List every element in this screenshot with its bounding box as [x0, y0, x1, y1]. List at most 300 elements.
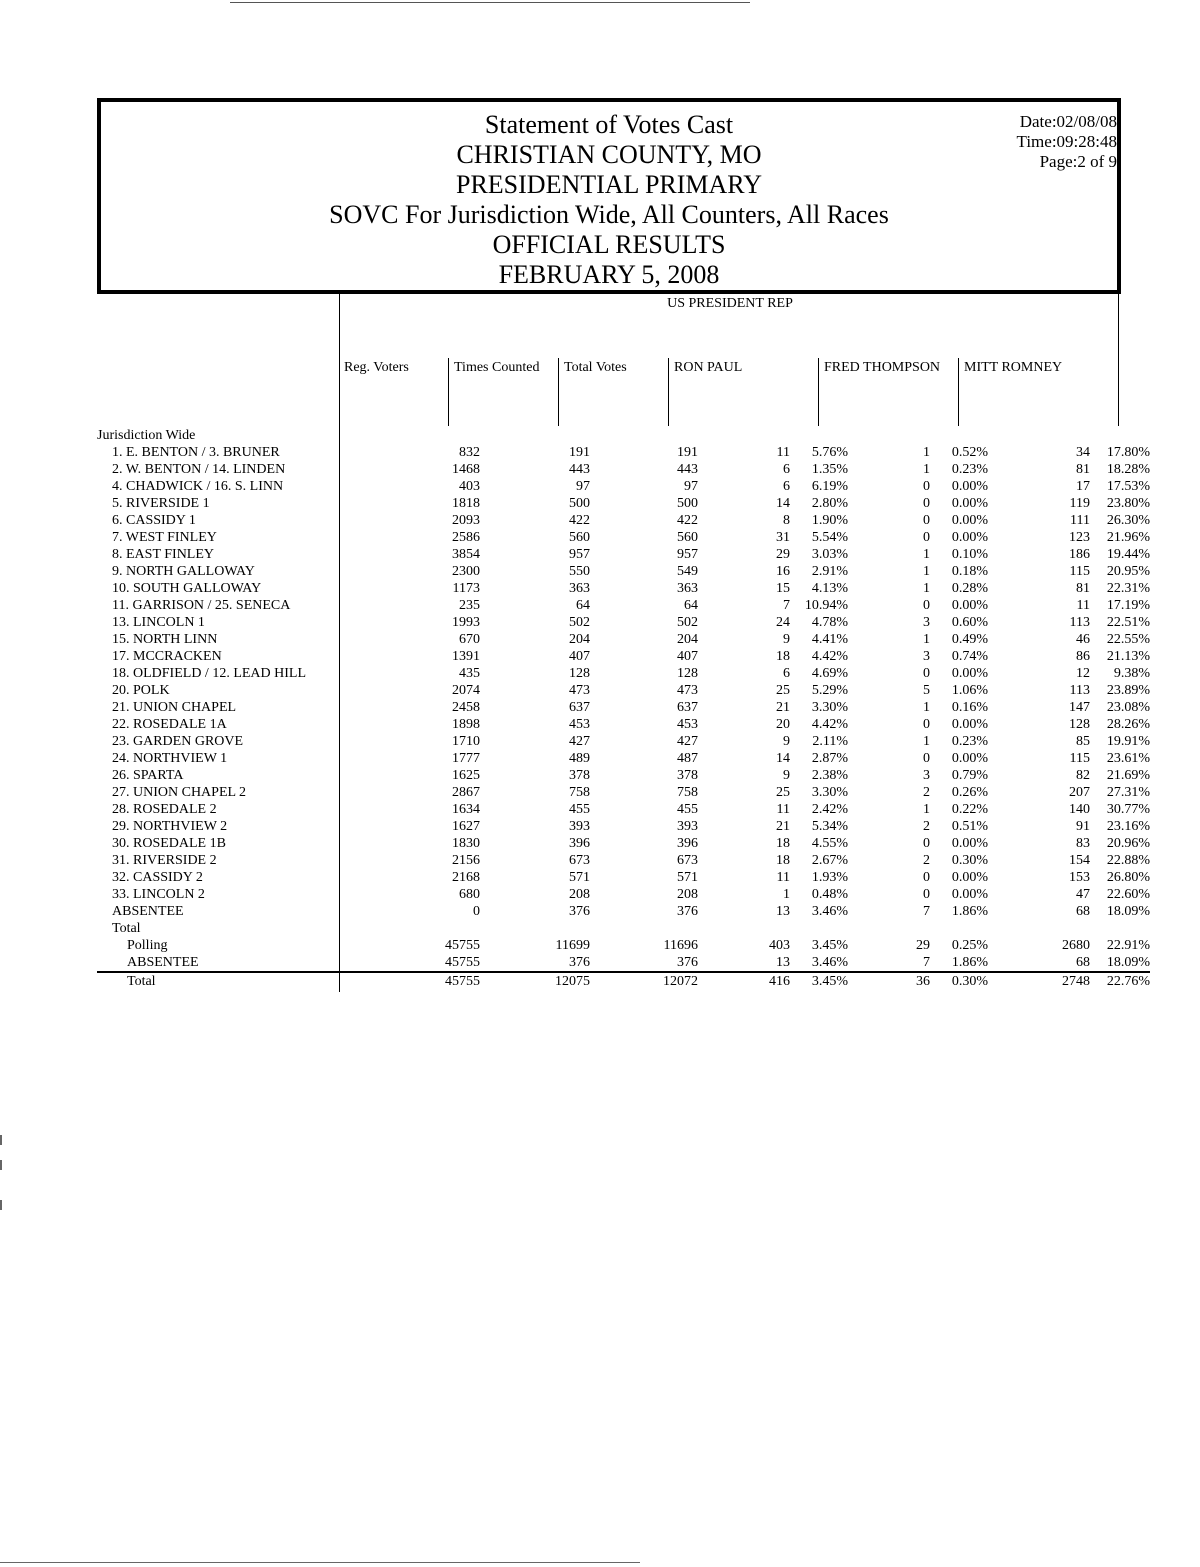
- cell-tv: 473: [677, 683, 698, 698]
- cell-tv: 487: [677, 751, 698, 766]
- cell-tc: 455: [569, 802, 590, 817]
- cell-mr: 153: [1069, 870, 1090, 885]
- cell-rpp: 2.87%: [811, 751, 848, 766]
- cell-ftp: 0.28%: [951, 581, 988, 596]
- precinct-name: 18. OLDFIELD / 12. LEAD HILL: [112, 666, 307, 681]
- table-row: [97, 699, 1150, 716]
- precinct-name: 26. SPARTA: [112, 768, 184, 783]
- precinct-name: 2. W. BENTON / 14. LINDEN: [112, 462, 286, 477]
- cell-tc: 550: [569, 564, 590, 579]
- cell-reg: 2074: [452, 683, 480, 698]
- cell-mrp: 19.44%: [1106, 547, 1150, 562]
- cell-mr: 207: [1069, 785, 1090, 800]
- cell-mr: 34: [1076, 445, 1090, 460]
- table-row: [97, 750, 1150, 767]
- cell-ftp: 0.22%: [951, 802, 988, 817]
- cell-tv: 453: [677, 717, 698, 732]
- cell-tv: 204: [677, 632, 698, 647]
- cell-tv: 637: [677, 700, 698, 715]
- cell-mrp: 30.77%: [1106, 802, 1150, 817]
- cell-rpp: 2.38%: [811, 768, 848, 783]
- cell-tv: 128: [677, 666, 698, 681]
- title-line: OFFICIAL RESULTS: [492, 230, 726, 259]
- cell-rpp: 10.94%: [804, 598, 848, 613]
- precinct-name: 29. NORTHVIEW 2: [112, 819, 228, 834]
- precinct-name: Polling: [127, 938, 168, 953]
- cell-reg: 1818: [452, 496, 480, 511]
- cell-tv: 673: [677, 853, 698, 868]
- cell-mr: 17: [1076, 479, 1090, 494]
- cell-mr: 147: [1069, 700, 1090, 715]
- scan-edge-mark: [0, 1135, 2, 1145]
- cell-ft: 0: [923, 496, 930, 511]
- cell-ft: 5: [923, 683, 930, 698]
- cell-rp: 18: [776, 836, 790, 851]
- cell-rpp: 4.13%: [811, 581, 848, 596]
- cell-mrp: 23.61%: [1106, 751, 1150, 766]
- cell-ftp: 0.60%: [951, 615, 988, 630]
- cell-mrp: 21.69%: [1106, 768, 1150, 783]
- cell-reg: 1898: [452, 717, 480, 732]
- cell-reg: 2586: [452, 530, 480, 545]
- cell-tc: 12075: [555, 974, 590, 989]
- table-row: [97, 682, 1150, 699]
- precinct-name: 22. ROSEDALE 1A: [112, 717, 227, 732]
- table-row: [97, 563, 1150, 580]
- cell-mr: 2748: [1062, 974, 1090, 989]
- precinct-name: 11. GARRISON / 25. SENECA: [112, 598, 291, 613]
- cell-mr: 140: [1069, 802, 1090, 817]
- cell-ft: 1: [923, 581, 930, 596]
- scan-edge-mark: [0, 1160, 2, 1170]
- cell-tv: 378: [677, 768, 698, 783]
- cell-ftp: 0.30%: [951, 974, 988, 989]
- cell-tc: 502: [569, 615, 590, 630]
- report-header: [97, 98, 1121, 294]
- cell-rpp: 3.30%: [811, 700, 848, 715]
- precinct-name: 15. NORTH LINN: [112, 632, 218, 647]
- cell-ftp: 0.00%: [951, 751, 988, 766]
- column-divider: [668, 358, 669, 426]
- cell-tc: 637: [569, 700, 590, 715]
- table-row: [97, 665, 1150, 682]
- report-time: Time:09:28:48: [1016, 132, 1117, 151]
- cell-rp: 29: [776, 547, 790, 562]
- column-header-fred-thompson: FRED THOMPSON: [824, 360, 941, 375]
- cell-mrp: 20.96%: [1106, 836, 1150, 851]
- cell-mr: 111: [1070, 513, 1090, 528]
- cell-mr: 91: [1076, 819, 1090, 834]
- total-label: Total: [112, 921, 141, 936]
- cell-tc: 453: [569, 717, 590, 732]
- cell-ftp: 0.18%: [951, 564, 988, 579]
- cell-rpp: 3.45%: [811, 974, 848, 989]
- cell-ftp: 0.49%: [951, 632, 988, 647]
- cell-ftp: 0.10%: [951, 547, 988, 562]
- cell-mrp: 26.80%: [1106, 870, 1150, 885]
- cell-mr: 119: [1069, 496, 1090, 511]
- cell-rpp: 2.11%: [812, 734, 848, 749]
- precinct-name: 23. GARDEN GROVE: [112, 734, 244, 749]
- cell-mr: 86: [1076, 649, 1090, 664]
- cell-ft: 1: [923, 632, 930, 647]
- cell-ft: 1: [923, 547, 930, 562]
- cell-tc: 128: [569, 666, 590, 681]
- cell-rpp: 2.91%: [811, 564, 848, 579]
- cell-mr: 85: [1076, 734, 1090, 749]
- table-row: [97, 818, 1150, 835]
- cell-rpp: 5.34%: [811, 819, 848, 834]
- cell-rp: 9: [783, 768, 790, 783]
- cell-ftp: 1.86%: [951, 904, 988, 919]
- cell-ftp: 0.00%: [951, 513, 988, 528]
- cell-rpp: 4.78%: [811, 615, 848, 630]
- cell-ftp: 0.00%: [951, 530, 988, 545]
- cell-rp: 24: [776, 615, 790, 630]
- cell-mr: 154: [1069, 853, 1090, 868]
- cell-ft: 1: [923, 700, 930, 715]
- cell-tv: 500: [677, 496, 698, 511]
- cell-rp: 20: [776, 717, 790, 732]
- cell-tc: 489: [569, 751, 590, 766]
- cell-rp: 9: [783, 734, 790, 749]
- cell-ft: 0: [923, 666, 930, 681]
- cell-ftp: 0.00%: [951, 836, 988, 851]
- precinct-name: 17. MCCRACKEN: [112, 649, 222, 664]
- cell-ft: 0: [923, 598, 930, 613]
- cell-ft: 7: [848, 954, 930, 972]
- cell-mrp: 27.31%: [1106, 785, 1150, 800]
- cell-rp: 31: [776, 530, 790, 545]
- cell-rpp: 3.46%: [811, 904, 848, 919]
- cell-ftp: 0.30%: [951, 853, 988, 868]
- cell-tc: 427: [569, 734, 590, 749]
- cell-reg: 1830: [452, 836, 480, 851]
- cell-ft: 0: [923, 513, 930, 528]
- cell-rpp: 4.55%: [811, 836, 848, 851]
- cell-mr: 68: [988, 954, 1090, 972]
- cell-tv: 549: [677, 564, 698, 579]
- table-row: [97, 614, 1150, 631]
- cell-rp: 8: [783, 513, 790, 528]
- cell-rp: 18: [776, 649, 790, 664]
- cell-rp: 9: [783, 632, 790, 647]
- cell-reg: 1391: [452, 649, 480, 664]
- cell-rp: 14: [776, 496, 790, 511]
- cell-reg: 1627: [452, 819, 480, 834]
- precinct-name: 8. EAST FINLEY: [112, 547, 215, 562]
- cell-tv: 427: [677, 734, 698, 749]
- precinct-name: 32. CASSIDY 2: [112, 870, 203, 885]
- cell-reg: 1993: [452, 615, 480, 630]
- column-divider: [448, 358, 449, 426]
- cell-tc: 11699: [555, 938, 590, 953]
- cell-ft: 3: [923, 615, 930, 630]
- report-title: [101, 110, 1117, 290]
- cell-tv: 97: [684, 479, 698, 494]
- cell-ft: 0: [923, 751, 930, 766]
- table-row: [97, 903, 1150, 920]
- cell-tc: 443: [569, 462, 590, 477]
- cell-tc: 191: [569, 445, 590, 460]
- cell-tv: 502: [677, 615, 698, 630]
- cell-mr: 12: [1076, 666, 1090, 681]
- cell-rpp: 5.54%: [811, 530, 848, 545]
- column-header-total-votes: Total Votes: [564, 360, 627, 375]
- cell-mrp: 22.91%: [1106, 938, 1150, 953]
- cell-tv: 376: [590, 954, 698, 972]
- cell-rpp: 6.19%: [811, 479, 848, 494]
- cell-ft: 0: [923, 887, 930, 902]
- cell-ft: 0: [923, 870, 930, 885]
- title-line: Statement of Votes Cast: [484, 110, 734, 139]
- cell-mr: 2680: [1062, 938, 1090, 953]
- cell-mr: 113: [1069, 615, 1090, 630]
- table-row: [97, 580, 1150, 597]
- table-row: [97, 937, 1150, 954]
- cell-tc: 396: [569, 836, 590, 851]
- cell-reg: 2300: [452, 564, 480, 579]
- cell-mrp: 26.30%: [1106, 513, 1150, 528]
- cell-tv: 407: [677, 649, 698, 664]
- cell-rp: 7: [783, 598, 790, 613]
- cell-rp: 11: [776, 802, 790, 817]
- cell-tc: 378: [569, 768, 590, 783]
- cell-reg: 0: [473, 904, 480, 919]
- cell-ft: 2: [923, 785, 930, 800]
- precinct-name: 30. ROSEDALE 1B: [112, 836, 226, 851]
- cell-rp: 21: [776, 700, 790, 715]
- cell-rp: 25: [776, 785, 790, 800]
- cell-tc: 376: [569, 904, 590, 919]
- cell-mrp: 22.88%: [1106, 853, 1150, 868]
- cell-mr: 115: [1069, 751, 1090, 766]
- precinct-name: 21. UNION CHAPEL: [112, 700, 237, 715]
- cell-rp: 14: [776, 751, 790, 766]
- cell-ftp: 0.52%: [951, 445, 988, 460]
- cell-reg: 1625: [452, 768, 480, 783]
- cell-tv: 396: [677, 836, 698, 851]
- cell-rpp: 4.42%: [811, 649, 848, 664]
- cell-reg: 3854: [452, 547, 480, 562]
- report-meta: [1017, 112, 1117, 172]
- cell-mrp: 21.96%: [1106, 530, 1150, 545]
- cell-ftp: 1.06%: [951, 683, 988, 698]
- table-row: [97, 512, 1150, 529]
- column-header-reg-voters: Reg. Voters: [344, 360, 409, 375]
- cell-reg: 680: [459, 887, 480, 902]
- table-row: [97, 478, 1150, 495]
- column-divider: [558, 358, 559, 426]
- precinct-name: 4. CHADWICK / 16. S. LINN: [112, 479, 284, 494]
- cell-rpp: 1.35%: [811, 462, 848, 477]
- cell-reg: 2867: [452, 785, 480, 800]
- cell-rp: 11: [776, 445, 790, 460]
- cell-ftp: 0.00%: [951, 479, 988, 494]
- cell-rpp: 3.46%: [790, 954, 848, 972]
- cell-ft: 29: [916, 938, 930, 953]
- cell-tc: 204: [569, 632, 590, 647]
- cell-reg: 2156: [452, 853, 480, 868]
- cell-mrp: 28.26%: [1106, 717, 1150, 732]
- cell-rpp: 3.03%: [811, 547, 848, 562]
- precinct-name: Total: [127, 974, 156, 989]
- cell-rp: 403: [769, 938, 790, 953]
- table-row: [97, 972, 1150, 990]
- table-row: [97, 886, 1150, 903]
- table-row: [97, 461, 1150, 478]
- table-row: [97, 852, 1150, 869]
- cell-ftp: 0.16%: [951, 700, 988, 715]
- cell-rp: 15: [776, 581, 790, 596]
- cell-tv: 376: [677, 904, 698, 919]
- cell-tv: 957: [677, 547, 698, 562]
- cell-mrp: 9.38%: [1113, 666, 1150, 681]
- cell-ft: 1: [923, 445, 930, 460]
- cell-ftp: 0.51%: [951, 819, 988, 834]
- cell-ftp: 0.79%: [951, 768, 988, 783]
- cell-rpp: 2.80%: [811, 496, 848, 511]
- cell-tv: 11696: [663, 938, 698, 953]
- cell-tc: 560: [569, 530, 590, 545]
- cell-mrp: 23.89%: [1106, 683, 1150, 698]
- cell-ft: 2: [923, 853, 930, 868]
- cell-tv: 443: [677, 462, 698, 477]
- cell-mr: 115: [1069, 564, 1090, 579]
- precinct-name: 6. CASSIDY 1: [112, 513, 196, 528]
- table-row: [97, 801, 1150, 818]
- cell-ftp: 0.26%: [951, 785, 988, 800]
- title-line: CHRISTIAN COUNTY, MO: [456, 140, 762, 169]
- cell-rpp: 5.29%: [811, 683, 848, 698]
- cell-mrp: 23.16%: [1106, 819, 1150, 834]
- cell-reg: 1173: [452, 581, 480, 596]
- cell-tv: 393: [677, 819, 698, 834]
- cell-ft: 36: [916, 974, 930, 989]
- table-row: [97, 495, 1150, 512]
- precinct-name: 20. POLK: [112, 683, 170, 698]
- table-row: [97, 733, 1150, 750]
- cell-tv: 64: [684, 598, 698, 613]
- cell-ft: 1: [923, 734, 930, 749]
- cell-ft: 0: [923, 717, 930, 732]
- table-row: [97, 869, 1150, 886]
- cell-tv: 455: [677, 802, 698, 817]
- cell-reg: 2093: [452, 513, 480, 528]
- cell-mr: 68: [1076, 904, 1090, 919]
- cell-rpp: 4.41%: [811, 632, 848, 647]
- column-header-mitt-romney: MITT ROMNEY: [964, 360, 1063, 375]
- cell-rp: 21: [776, 819, 790, 834]
- cell-reg: 670: [459, 632, 480, 647]
- cell-tv: 191: [677, 445, 698, 460]
- cell-tc: 97: [576, 479, 590, 494]
- cell-ftp: 0.00%: [951, 496, 988, 511]
- cell-tc: 363: [569, 581, 590, 596]
- cell-reg: 2168: [452, 870, 480, 885]
- cell-ftp: 0.74%: [951, 649, 988, 664]
- precinct-name: 1. E. BENTON / 3. BRUNER: [112, 445, 280, 460]
- cell-reg: 1710: [452, 734, 480, 749]
- cell-tv: 560: [677, 530, 698, 545]
- cell-ftp: 0.23%: [951, 734, 988, 749]
- cell-tc: 64: [576, 598, 590, 613]
- precinct-name: 28. ROSEDALE 2: [112, 802, 217, 817]
- cell-ft: 0: [923, 836, 930, 851]
- cell-reg: 832: [459, 445, 480, 460]
- column-divider: [818, 358, 819, 426]
- cell-tv: 208: [677, 887, 698, 902]
- cell-rp: 18: [776, 853, 790, 868]
- cell-reg: 1634: [452, 802, 480, 817]
- cell-ft: 1: [923, 564, 930, 579]
- table-row: [97, 546, 1150, 563]
- title-line: PRESIDENTIAL PRIMARY: [455, 170, 762, 199]
- cell-tv: 571: [677, 870, 698, 885]
- cell-ft: 7: [923, 904, 930, 919]
- cell-rp: 416: [769, 974, 790, 989]
- cell-rp: 25: [776, 683, 790, 698]
- cell-ftp: 0.00%: [951, 598, 988, 613]
- cell-ftp: 0.23%: [951, 462, 988, 477]
- cell-rp: 11: [776, 870, 790, 885]
- cell-ftp: 0.25%: [951, 938, 988, 953]
- cell-ft: 3: [923, 649, 930, 664]
- cell-rpp: 2.42%: [811, 802, 848, 817]
- scan-edge-mark: [0, 1200, 2, 1210]
- table-row: [97, 716, 1150, 733]
- cell-ftp: 0.00%: [951, 887, 988, 902]
- cell-rpp: 3.45%: [811, 938, 848, 953]
- scan-edge-line: [0, 1562, 640, 1563]
- column-header-times-counted: Times Counted: [454, 360, 540, 375]
- title-line: FEBRUARY 5, 2008: [498, 260, 720, 289]
- cell-mrp: 18.28%: [1106, 462, 1150, 477]
- scan-edge-line: [230, 2, 750, 3]
- column-header-ron-paul: RON PAUL: [674, 360, 743, 375]
- cell-ft: 0: [923, 530, 930, 545]
- cell-mrp: 18.09%: [1106, 904, 1150, 919]
- column-divider: [958, 358, 959, 426]
- cell-mrp: 23.80%: [1106, 496, 1150, 511]
- cell-reg: 45755: [445, 938, 480, 953]
- cell-tc: 957: [569, 547, 590, 562]
- cell-rp: 16: [776, 564, 790, 579]
- cell-mrp: 17.53%: [1106, 479, 1150, 494]
- precinct-name: 31. RIVERSIDE 2: [112, 853, 217, 868]
- precinct-name: ABSENTEE: [97, 954, 370, 972]
- cell-mrp: 18.09%: [1090, 954, 1150, 972]
- cell-reg: 403: [459, 479, 480, 494]
- cell-rp: 13: [776, 904, 790, 919]
- cell-mrp: 17.19%: [1106, 598, 1150, 613]
- cell-ftp: 1.86%: [930, 954, 988, 972]
- cell-mrp: 22.51%: [1106, 615, 1150, 630]
- cell-mrp: 20.95%: [1106, 564, 1150, 579]
- cell-rp: 6: [783, 462, 790, 477]
- cell-ft: 3: [923, 768, 930, 783]
- report-date: Date:02/08/08: [1019, 112, 1117, 131]
- cell-mr: 11: [1076, 598, 1090, 613]
- cell-ft: 1: [923, 462, 930, 477]
- cell-ftp: 0.00%: [951, 717, 988, 732]
- race-title: US PRESIDENT REP: [667, 296, 793, 311]
- cell-tv: 12072: [663, 974, 698, 989]
- table-row: [97, 954, 1150, 972]
- cell-mr: 123: [1069, 530, 1090, 545]
- cell-rpp: 2.67%: [811, 853, 848, 868]
- cell-tc: 407: [569, 649, 590, 664]
